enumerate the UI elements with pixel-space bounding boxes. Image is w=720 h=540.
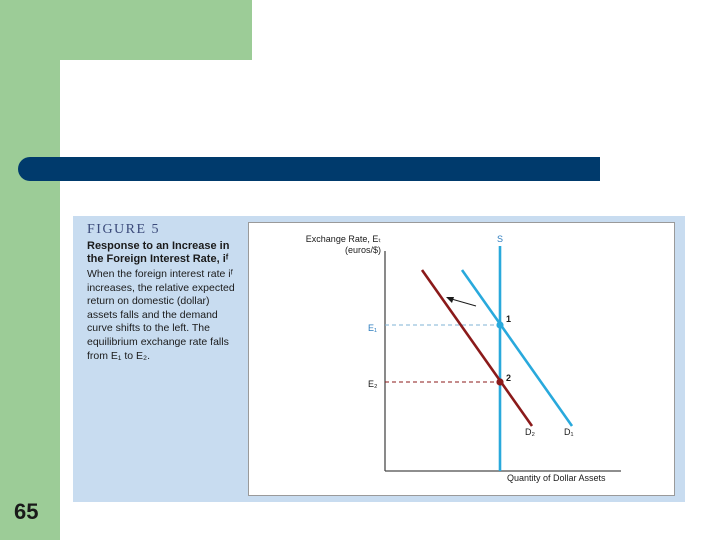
x-axis-label: Quantity of Dollar Assets xyxy=(507,473,606,483)
chart-svg xyxy=(249,223,676,497)
figure-label: FIGURE 5 xyxy=(87,222,161,237)
y-axis-label-line2: (euros/$) xyxy=(344,245,381,255)
tick-e1: E₁ xyxy=(368,323,378,333)
rounded-corner xyxy=(60,60,120,120)
y-axis-label-line1: Exchange Rate, Eₜ xyxy=(305,234,381,244)
point-label-2: 2 xyxy=(506,373,512,383)
title-bar xyxy=(18,157,600,181)
figure-body: When the foreign interest rate iᶠ increases, the relative expected return on domestic (dollar) assets falls and the demand curve shifts to the left. The equilibrium exchange rate falls from E₁ to E₂. xyxy=(87,268,235,362)
label-s: S xyxy=(497,234,504,244)
slide-number: 65 xyxy=(14,499,39,524)
green-sidebar xyxy=(0,0,60,540)
figure-caption xyxy=(87,222,237,363)
chart-panel xyxy=(248,222,675,496)
green-top-block xyxy=(60,0,252,60)
point-label-1: 1 xyxy=(506,314,512,324)
equilibrium-point-1 xyxy=(496,321,503,328)
figure-box xyxy=(73,216,685,502)
tick-e2: E₂ xyxy=(368,379,378,389)
y-axis-label xyxy=(297,234,381,256)
label-d1: D₁ xyxy=(564,427,574,437)
equilibrium-point-2 xyxy=(496,378,503,385)
shift-arrow-head xyxy=(446,297,454,303)
figure-title: Response to an Increase in the Foreign Interest Rate, iᶠ xyxy=(87,240,230,265)
label-d2: D₂ xyxy=(525,427,535,437)
